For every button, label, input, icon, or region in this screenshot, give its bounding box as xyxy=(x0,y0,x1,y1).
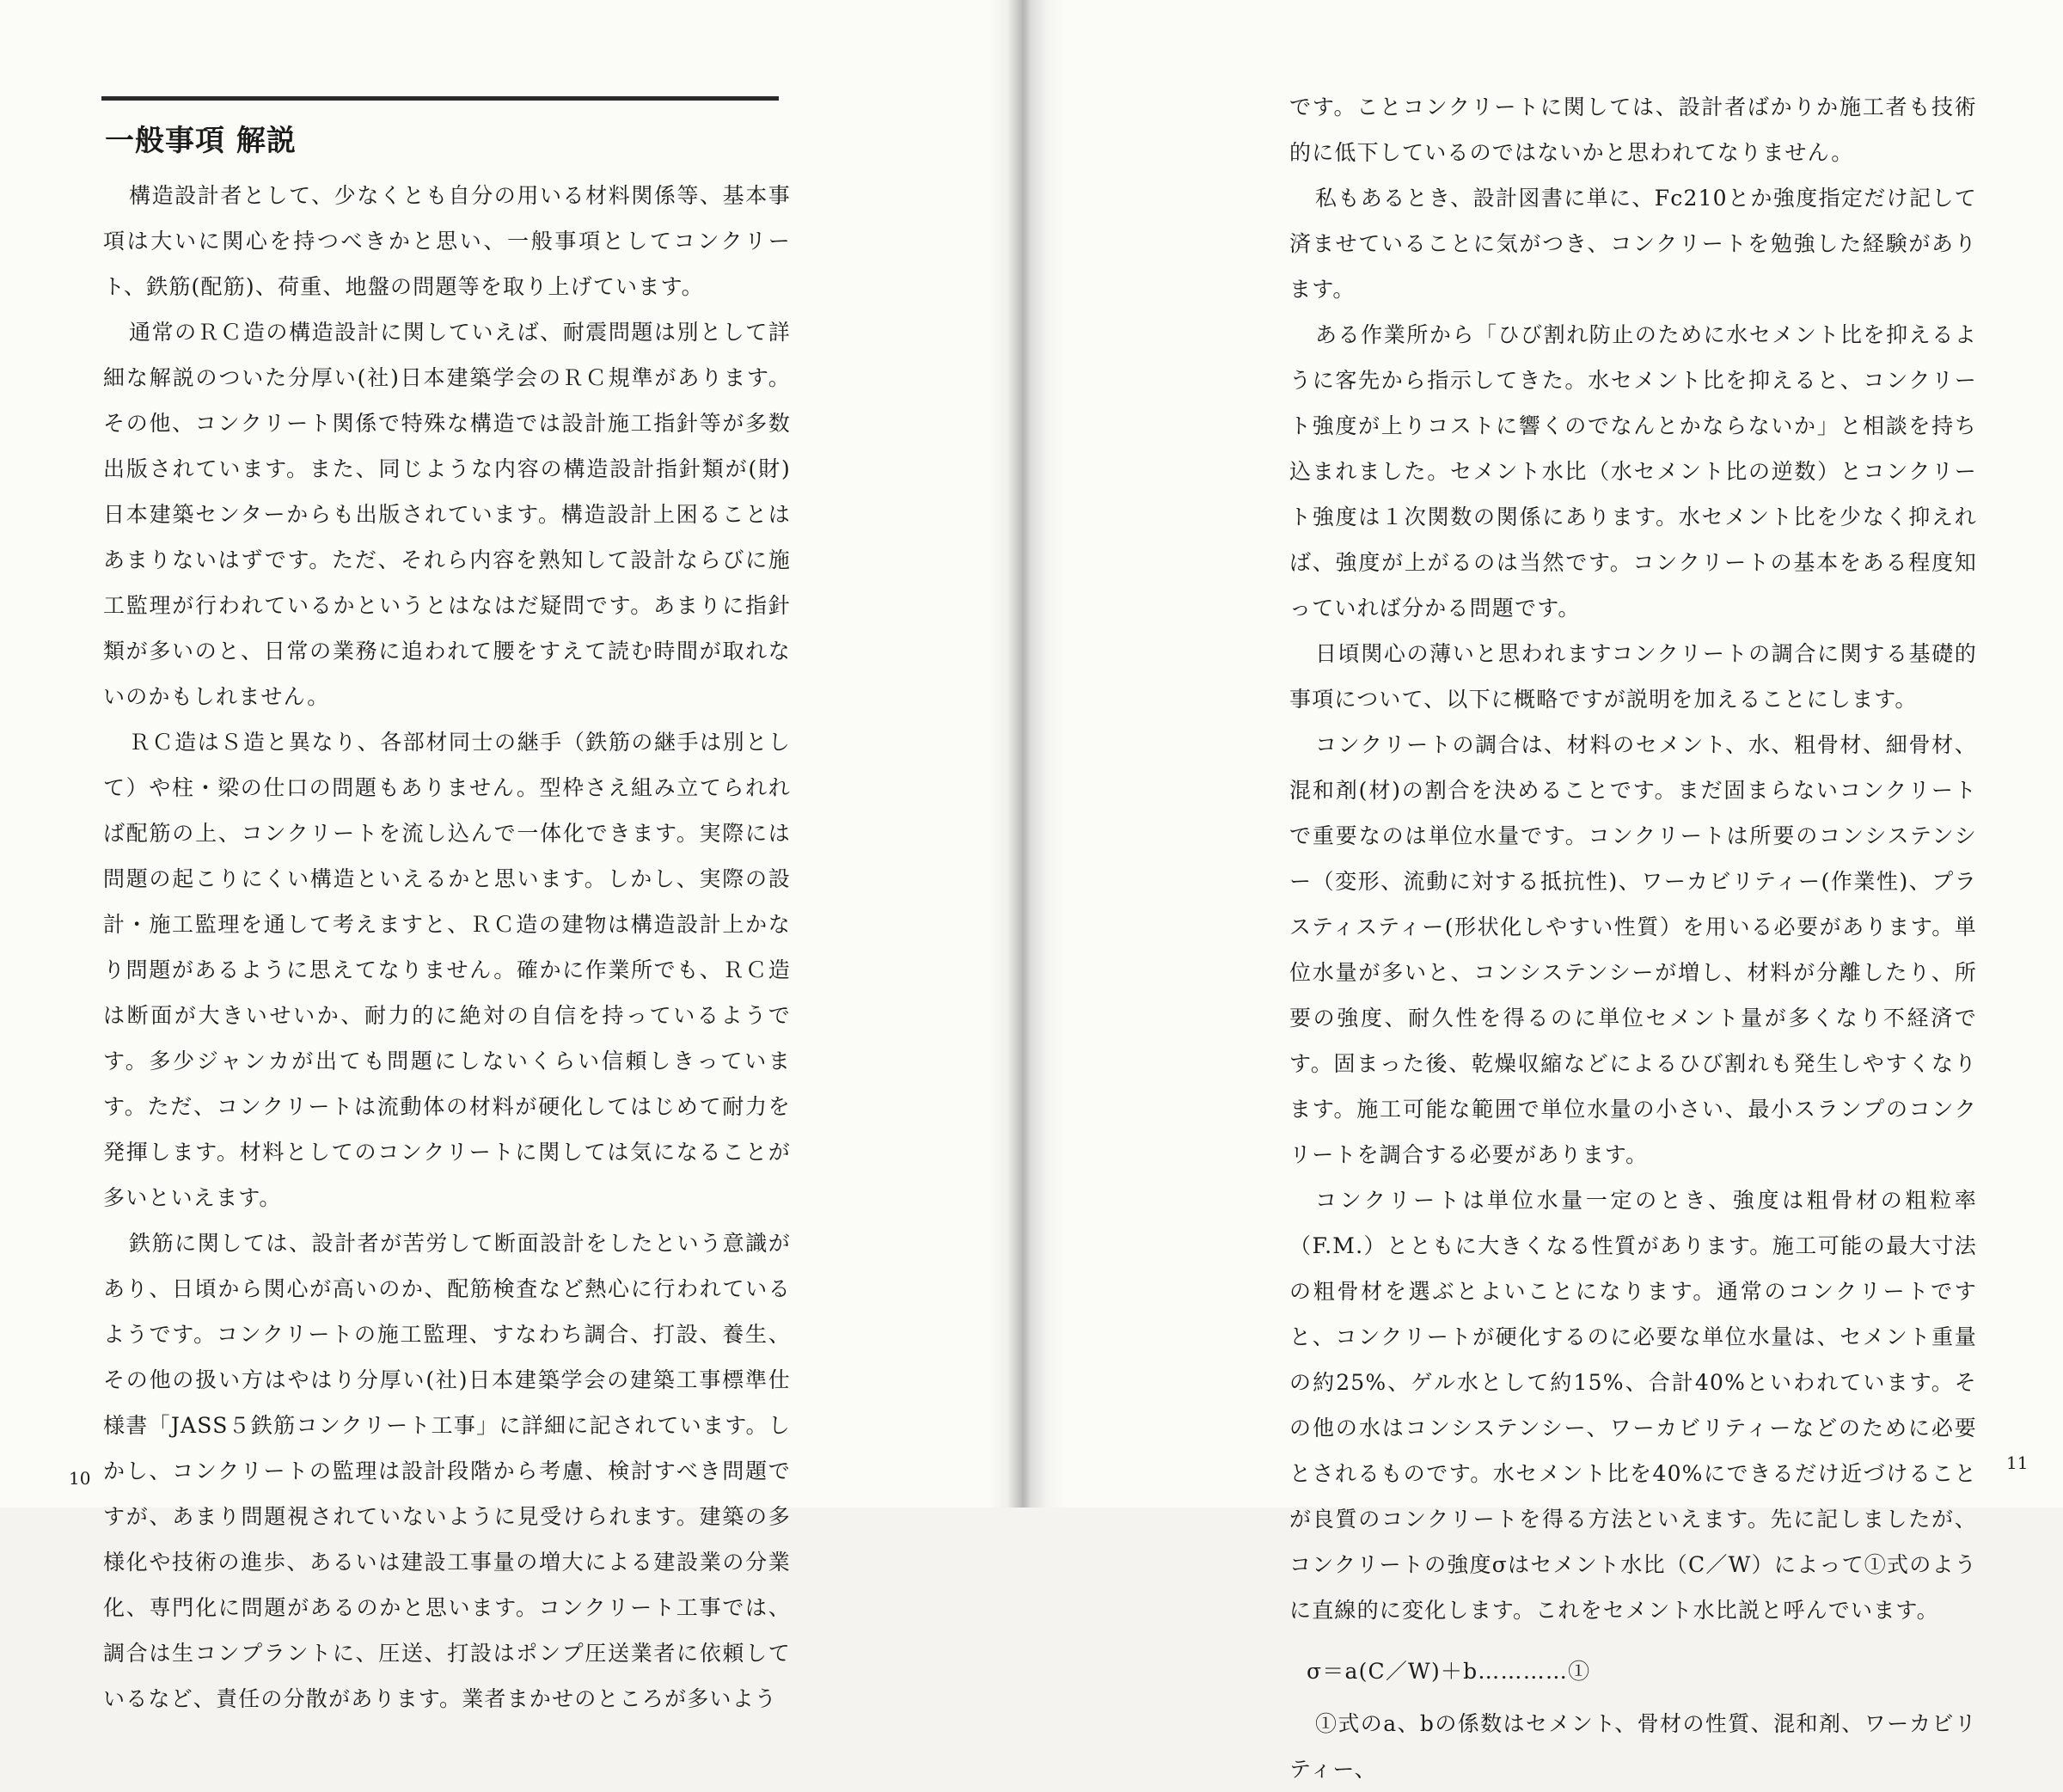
heading-rule xyxy=(101,96,779,101)
left-page xyxy=(0,0,1023,1711)
paragraph: 日頃関心の薄いと思われますコンクリートの調合に関する基礎的事項について、以下に概略ですが説明を加えることにします。 xyxy=(1289,641,1977,712)
paragraph: 私もあるとき、設計図書に単に、Fc210とか強度指定だけ記して済ませていることに気がつき、コンクリートを勉強した経験があります。 xyxy=(1289,186,1977,302)
page-number-right: 11 xyxy=(2006,1453,2029,1473)
left-body-text xyxy=(103,173,791,1722)
paragraph: ある作業所から「ひび割れ防止のために水セメント比を抑えるように客先から指示してきた。水セメント比を抑えると、コンクリート強度が上りコストに響くのでなんとかならないか」と相談を持ち込まれました。セメント水比（水セメント比の逆数）とコンクリート強度は１次関数の関係にあります。水セメント比を少なく抑えれば、強度が上がるのは当然です。コンクリートの基本をある程度知っていれば分かる問題です。 xyxy=(1289,322,1977,621)
continued-paragraph: です。ことコンクリートに関しては、設計者ばかりか施工者も技術的に低下しているのではないかと思われてなりません。 xyxy=(1289,95,1977,165)
formula: σ＝a(C／W)＋b…………① xyxy=(1307,1659,1591,1684)
right-body-text xyxy=(1289,84,1977,1792)
section-heading: 一般事項 解説 xyxy=(105,124,297,158)
paragraph: ①式のa、bの係数はセメント、骨材の性質、混和剤、ワーカビリティー、 xyxy=(1289,1711,1977,1782)
paragraph: 鉄筋に関しては、設計者が苦労して断面設計をしたという意識があり、日頃から関心が高いのか、配筋検査など熱心に行われているようです。コンクリートの施工監理、すなわち調合、打設、養生、その他の扱い方はやはり分厚い(社)日本建築学会の建築工事標準仕様書「JASS５鉄筋コンクリート工事」に詳細に記されています。しかし、コンクリートの監理は設計段階から考慮、検討すべき問題ですが、あまり問題視されていないように見受けられます。建築の多様化や技術の進歩、あるいは建設工事量の増大による建設業の分業化、専門化に問題があるのかと思います。コンクリート工事では、調合は生コンプラントに、圧送、打設はポンプ圧送業者に依頼しているなど、責任の分散があります。業者まかせのところが多いよう xyxy=(103,1231,791,1711)
binding-gutter xyxy=(989,0,1066,1508)
page-number-left: 10 xyxy=(69,1468,91,1489)
paragraph: 通常のＲＣ造の構造設計に関していえば、耐震問題は別として詳細な解説のついた分厚い(社)日本建築学会のＲＣ規準があります。その他、コンクリート関係で特殊な構造では設計施工指針等が多数出版されています。また、同じような内容の構造設計指針類が(財)日本建築センターからも出版されています。構造設計上困ることはあまりないはずです。ただ、それら内容を熟知して設計ならびに施工監理が行われているかというとはなはだ疑問です。あまりに指針類が多いのと、日常の業務に追われて腰をすえて読む時間が取れないのかもしれません。 xyxy=(103,320,791,709)
paragraph: コンクリートは単位水量一定のとき、強度は粗骨材の粗粒率（F.M.）とともに大きくなる性質があります。施工可能の最大寸法の粗骨材を選ぶとよいことになります。通常のコンクリートですと、コンクリートが硬化するのに必要な単位水量は、セメント重量の約25%、ゲル水として約15%、合計40%といわれています。その他の水はコンシステンシー、ワーカビリティーなどのために必要とされるものです。水セメント比を40%にできるだけ近づけることが良質のコンクリートを得る方法といえます。先に記しましたが、コンクリートの強度σはセメント水比（C／W）によって①式のように直線的に変化します。これをセメント水比説と呼んでいます。 xyxy=(1289,1188,1977,1623)
paragraph: ＲＣ造はＳ造と異なり、各部材同士の継手（鉄筋の継手は別として）や柱・梁の仕口の問題もありません。型枠さえ組み立てられれば配筋の上、コンクリートを流し込んで一体化できます。実際には問題の起こりにくい構造といえるかと思います。しかし、実際の設計・施工監理を通して考えますと、ＲＣ造の建物は構造設計上かなり問題があるように思えてなりません。確かに作業所でも、ＲＣ造は断面が大きいせいか、耐力的に絶対の自信を持っているようです。多少ジャンカが出ても問題にしないくらい信頼しきっています。ただ、コンクリートは流動体の材料が硬化してはじめて耐力を発揮します。材料としてのコンクリートに関しては気になることが多いといえます。 xyxy=(103,730,791,1210)
paragraph: 構造設計者として、少なくとも自分の用いる材料関係等、基本事項は大いに関心を持つべきかと思い、一般事項としてコンクリート、鉄筋(配筋)、荷重、地盤の問題等を取り上げています。 xyxy=(103,183,791,299)
paragraph: コンクリートの調合は、材料のセメント、水、粗骨材、細骨材、混和剤(材)の割合を決めることです。まだ固まらないコンクリートで重要なのは単位水量です。コンクリートは所要のコンシステンシー（変形、流動に対する抵抗性)、ワーカビリティー(作業性)、プラスティスティー(形状化しやすい性質）を用いる必要があります。単位水量が多いと、コンシステンシーが増し、材料が分離したり、所要の強度、耐久性を得るのに単位セメント量が多くなり不経済です。固まった後、乾燥収縮などによるひび割れも発生しやすくなります。施工可能な範囲で単位水量の小さい、最小スランプのコンクリートを調合する必要があります。 xyxy=(1289,732,1977,1167)
